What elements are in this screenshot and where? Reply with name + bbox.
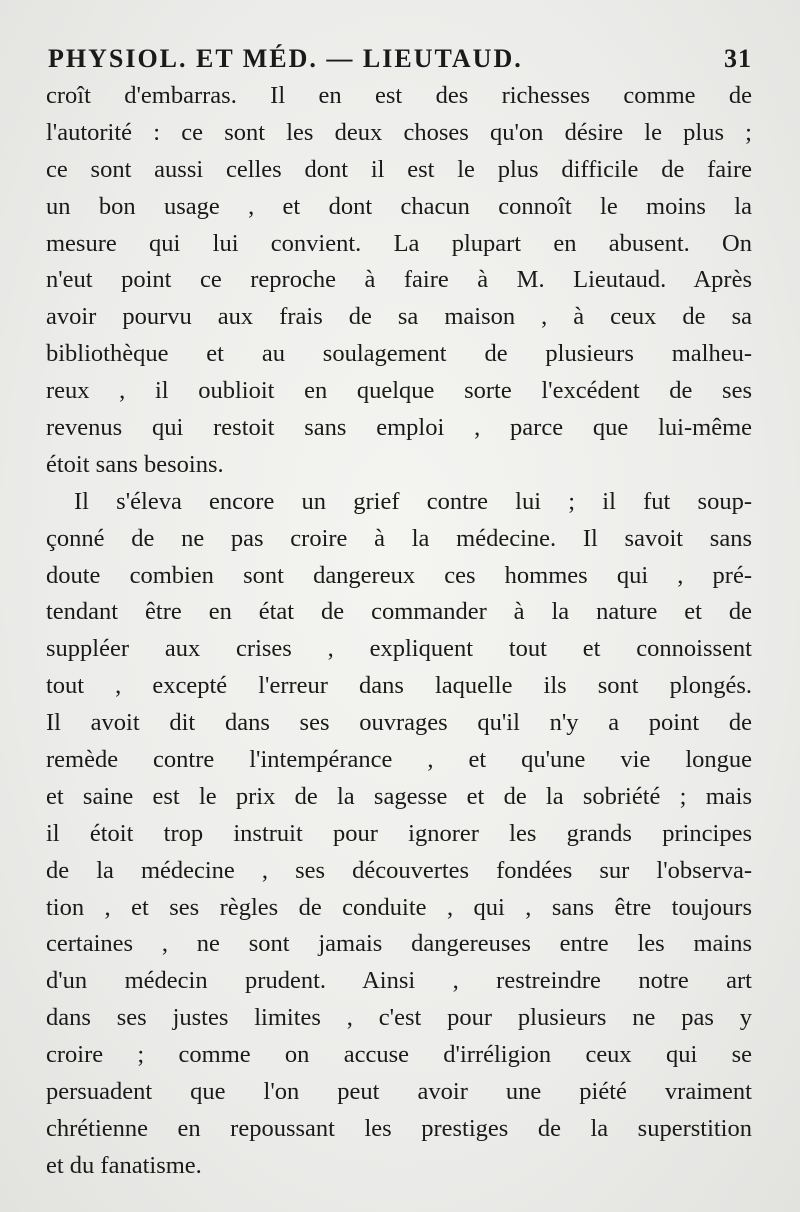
running-title: PHYSIOL. ET MÉD. — LIEUTAUD. (48, 44, 523, 73)
text-line: de la médecine , ses découvertes fondées sur l'observa- (46, 856, 752, 884)
page-number: 31 (724, 44, 752, 73)
text-line: chrétienne en repoussant les prestiges de la superstition (46, 1114, 752, 1142)
text-line: certaines , ne sont jamais dangereuses entre les mains (46, 930, 752, 958)
text-line: revenus qui restoit sans emploi , parce que lui-même (46, 414, 752, 442)
text-line: croît d'embarras. Il en est des richesses comme de (46, 82, 752, 109)
text-line: avoir pourvu aux frais de sa maison , à ceux de sa (46, 303, 752, 331)
text-line: l'autorité : ce sont les deux choses qu'on désire le plus ; (46, 118, 752, 146)
text-line: çonné de ne pas croire à la médecine. Il savoit sans (46, 524, 752, 552)
text-line: Il s'éleva encore un grief contre lui ; il fut soup- (74, 487, 752, 515)
text-line: persuadent que l'on peut avoir une piété vraiment (46, 1078, 752, 1106)
text-line: mesure qui lui convient. La plupart en abusent. On (46, 229, 752, 257)
running-header (48, 44, 752, 80)
text-line: Il avoit dit dans ses ouvrages qu'il n'y a point de (46, 709, 752, 737)
text-line: n'eut point ce reproche à faire à M. Lieutaud. Après (46, 266, 752, 294)
text-line: doute combien sont dangereux ces hommes qui , pré- (46, 561, 752, 589)
text-line: et saine est le prix de la sagesse et de la sobriété ; mais (46, 782, 752, 810)
text-line: tout , excepté l'erreur dans laquelle ils sont plongés. (46, 672, 752, 700)
body-text (46, 78, 752, 1185)
text-line: croire ; comme on accuse d'irréligion ceux qui se (46, 1041, 752, 1069)
text-line: ce sont aussi celles dont il est le plus difficile de faire (46, 155, 752, 183)
text-line: et du fanatisme. (46, 1151, 202, 1179)
text-line: reux , il oublioit en quelque sorte l'excédent de ses (46, 377, 752, 405)
text-line: remède contre l'intempérance , et qu'une vie longue (46, 746, 752, 774)
text-line: dans ses justes limites , c'est pour plusieurs ne pas y (46, 1004, 752, 1032)
paragraph-1 (46, 78, 752, 484)
text-line: un bon usage , et dont chacun connoît le moins la (46, 192, 752, 220)
text-line: tion , et ses règles de conduite , qui , sans être toujours (46, 893, 752, 921)
text-line: d'un médecin prudent. Ainsi , restreindre notre art (46, 967, 752, 995)
text-line: étoit sans besoins. (46, 450, 224, 478)
text-line: suppléer aux crises , expliquent tout et connoissent (46, 635, 752, 663)
text-line: il étoit trop instruit pour ignorer les grands principes (46, 819, 752, 847)
text-line: tendant être en état de commander à la nature et de (46, 598, 752, 626)
text-line: bibliothèque et au soulagement de plusieurs malheu- (46, 340, 752, 368)
paragraph-2 (46, 484, 752, 1185)
